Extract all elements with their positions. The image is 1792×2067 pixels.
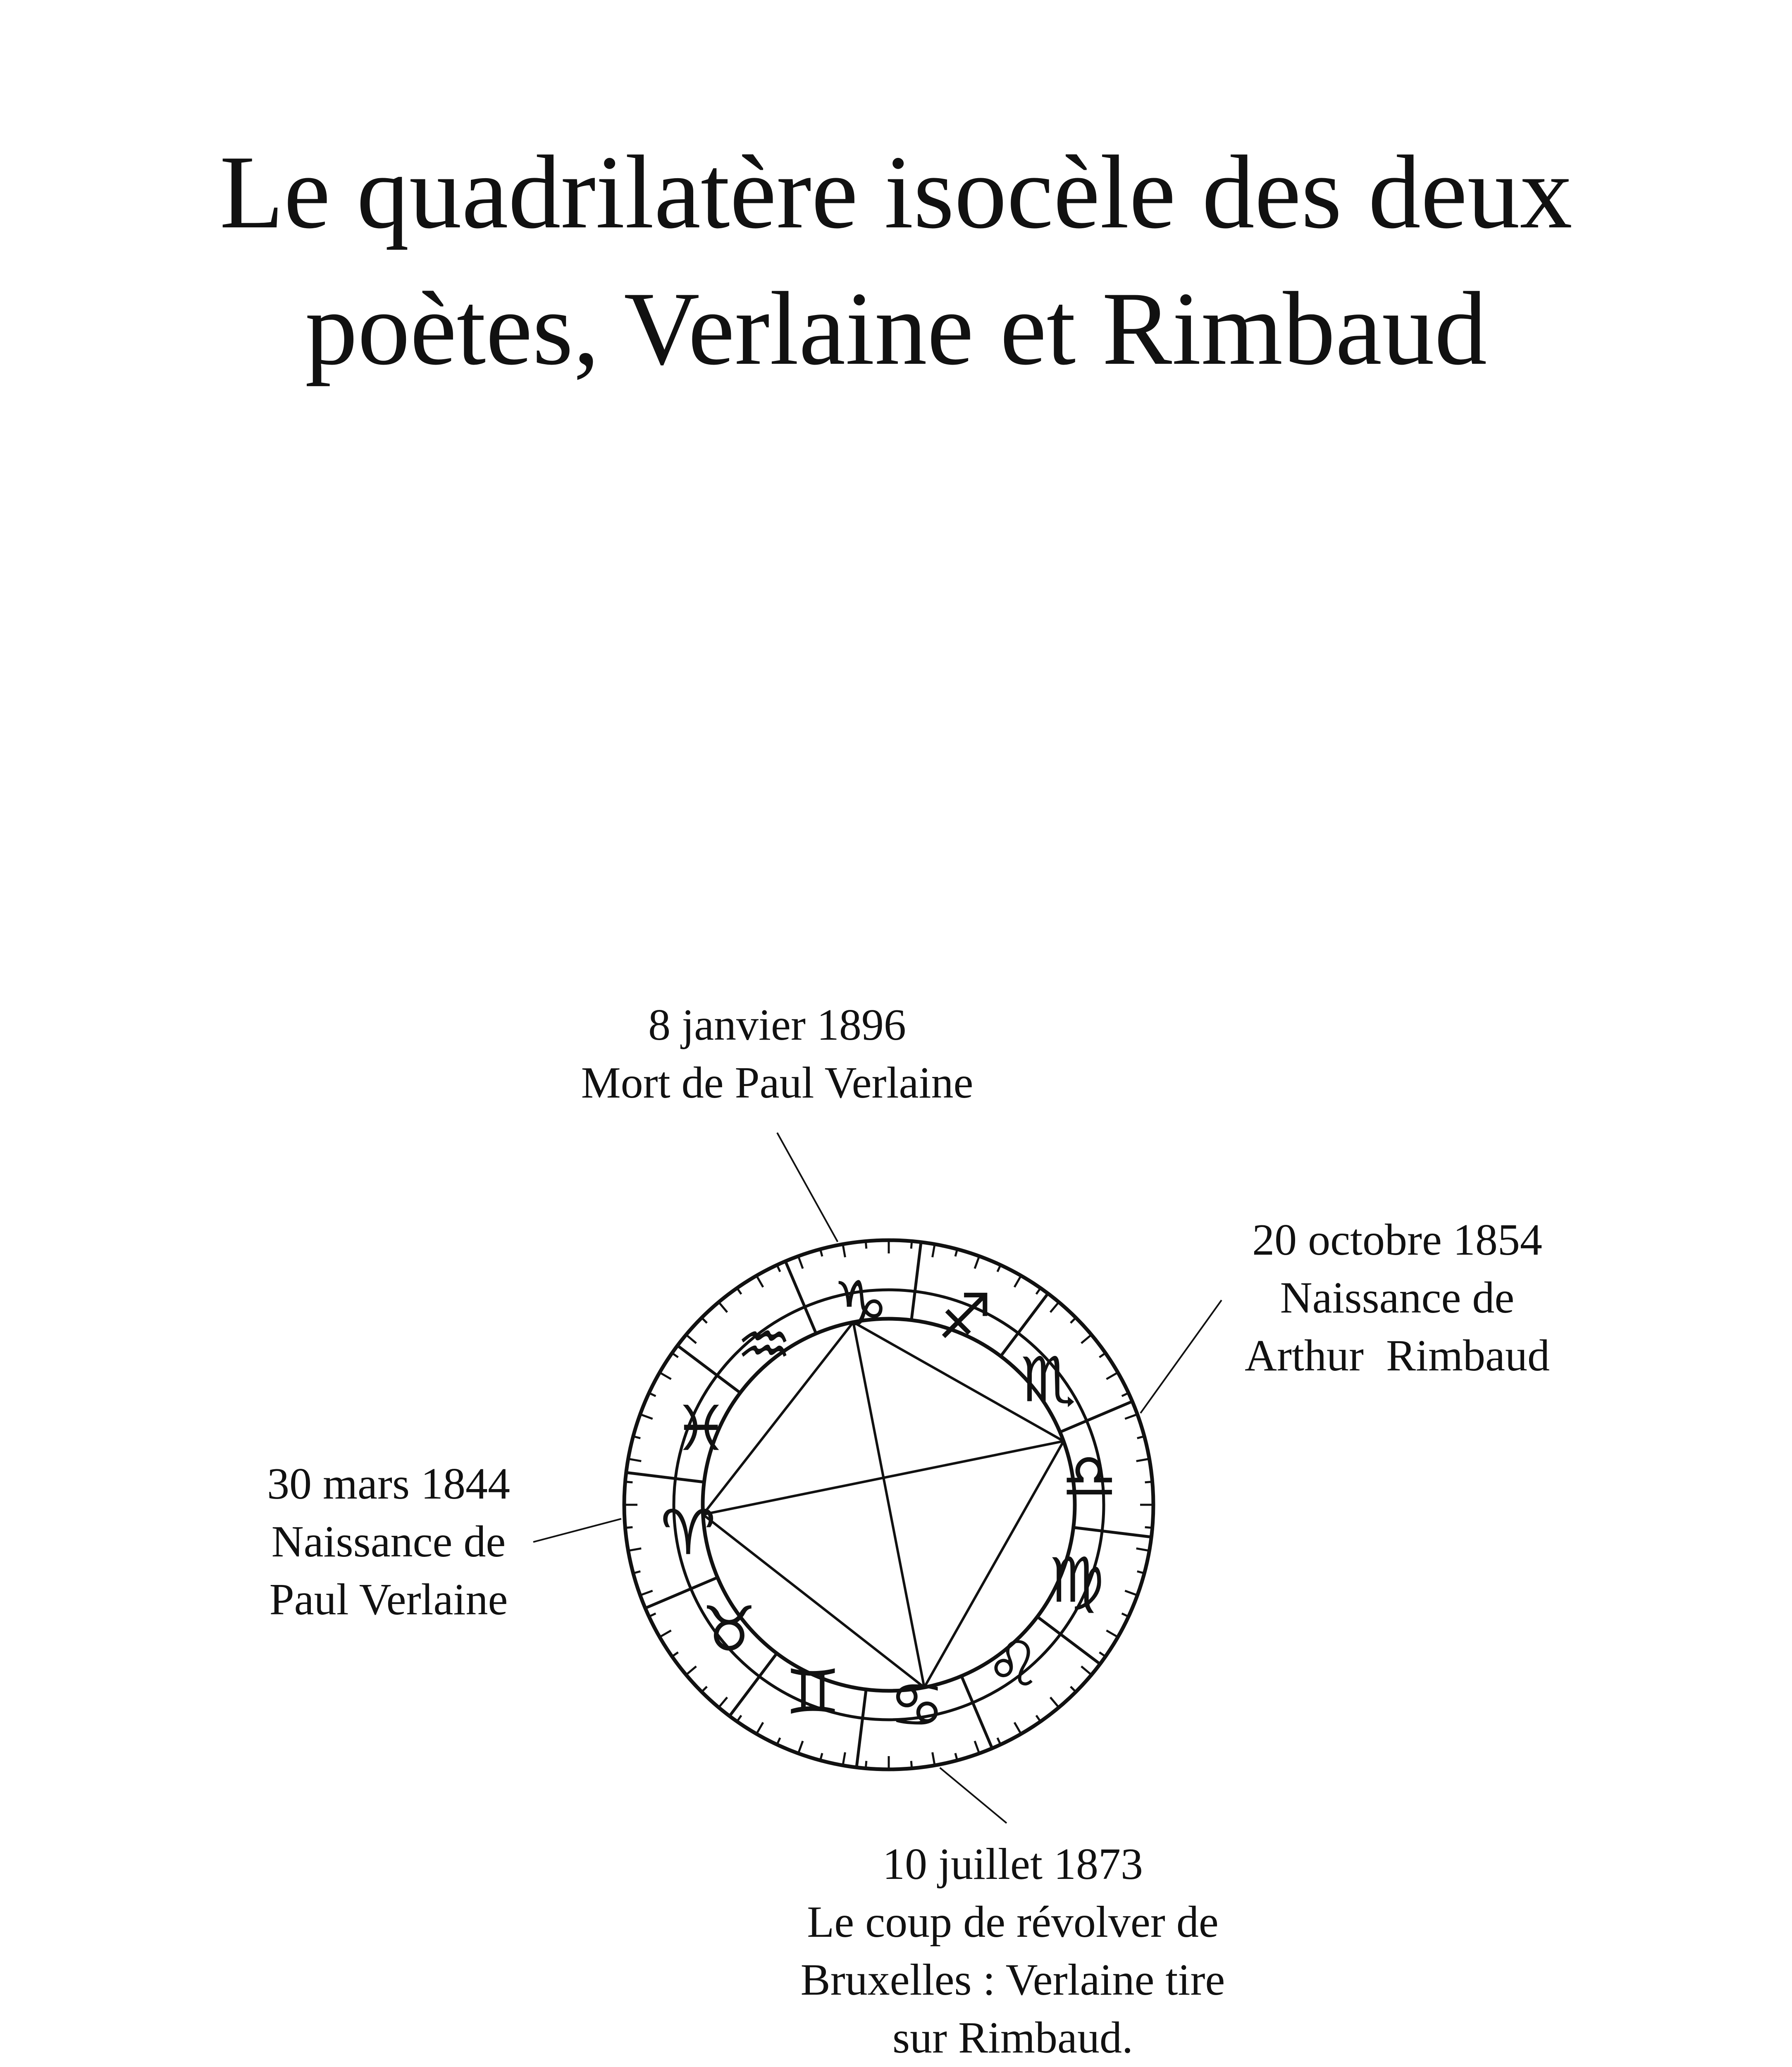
degree-tick <box>719 1302 728 1313</box>
degree-tick <box>686 1666 697 1675</box>
birth-verlaine-date: 30 mars 1844 <box>267 1459 510 1508</box>
degree-tick <box>672 1353 678 1357</box>
degree-tick <box>1136 1459 1150 1461</box>
degree-tick <box>1014 1723 1021 1734</box>
degree-tick <box>843 1752 845 1766</box>
degree-tick <box>686 1335 697 1344</box>
degree-tick <box>1125 1414 1137 1419</box>
degree-tick <box>1122 1393 1129 1396</box>
birth-rimbaud-text-1: Naissance de <box>1280 1273 1515 1322</box>
degree-tick <box>1081 1666 1092 1675</box>
degree-tick <box>843 1244 845 1258</box>
degree-tick <box>640 1414 653 1419</box>
leo-glyph-icon: ♌ <box>985 1628 1041 1701</box>
libra-glyph-icon: ♎ <box>1061 1440 1117 1513</box>
degree-tick <box>1050 1697 1059 1708</box>
gemini-glyph-icon: ♊ <box>785 1656 841 1729</box>
death-verlaine-text: Mort de Paul Verlaine <box>581 1058 974 1107</box>
quadrilateral-diagonal <box>853 1322 924 1687</box>
degree-tick <box>911 1241 912 1248</box>
degree-tick <box>628 1459 642 1461</box>
revolver-text-2: Bruxelles : Verlaine tire <box>800 1955 1225 2005</box>
label-birth-verlaine <box>223 1455 554 1629</box>
degree-tick <box>997 1738 1001 1745</box>
degree-tick <box>660 1372 671 1379</box>
degree-tick <box>640 1591 653 1595</box>
degree-tick <box>1071 1318 1076 1323</box>
sign-divider <box>912 1242 921 1320</box>
degree-tick <box>702 1318 707 1323</box>
aquarius-glyph-icon: ♒ <box>736 1309 792 1381</box>
degree-tick <box>1014 1276 1021 1287</box>
degree-tick <box>660 1630 671 1637</box>
degree-tick <box>625 1527 632 1528</box>
degree-tick <box>1081 1335 1092 1344</box>
degree-tick <box>649 1393 656 1396</box>
death-verlaine-date: 8 janvier 1896 <box>648 1000 906 1050</box>
degree-tick <box>1125 1591 1137 1595</box>
degree-tick <box>777 1738 780 1745</box>
sign-divider <box>626 1473 704 1482</box>
degree-tick <box>777 1265 780 1272</box>
revolver-text-1: Le coup de révolver de <box>807 1898 1219 1947</box>
degree-tick <box>798 1741 803 1753</box>
degree-tick <box>719 1697 728 1708</box>
degree-tick <box>737 1288 741 1294</box>
degree-tick <box>1122 1614 1129 1617</box>
degree-tick <box>798 1256 803 1269</box>
degree-tick <box>1036 1716 1040 1722</box>
degree-tick <box>997 1265 1001 1272</box>
degree-tick <box>672 1652 678 1656</box>
birth-rimbaud-date: 20 octobre 1854 <box>1252 1215 1542 1265</box>
birth-verlaine-text-1: Naissance de <box>271 1517 506 1566</box>
label-death-verlaine <box>529 996 1025 1112</box>
title-line-1: Le quadrilatère isocèle des deux <box>220 134 1572 250</box>
aries-glyph-icon: ♈ <box>660 1497 716 1569</box>
degree-tick <box>975 1741 979 1753</box>
birth-rimbaud-text-2: Arthur Rimbaud <box>1245 1331 1550 1380</box>
cancer-glyph-icon: ♋ <box>889 1669 945 1742</box>
label-revolver-shot <box>744 1835 1281 2067</box>
sign-divider <box>1074 1528 1152 1537</box>
leader-death-verlaine <box>777 1133 838 1242</box>
degree-tick <box>1100 1353 1106 1357</box>
label-birth-rimbaud <box>1191 1211 1604 1385</box>
degree-tick <box>702 1687 707 1692</box>
degree-tick <box>756 1723 763 1734</box>
revolver-text-3: sur Rimbaud. <box>892 2013 1133 2062</box>
degree-tick <box>1136 1549 1150 1551</box>
degree-tick <box>933 1752 935 1766</box>
degree-tick <box>1107 1372 1118 1379</box>
degree-tick <box>1145 1527 1153 1528</box>
sagittarius-glyph-icon: ♐ <box>937 1281 993 1353</box>
birth-verlaine-text-2: Paul Verlaine <box>269 1575 508 1624</box>
degree-tick <box>649 1614 656 1617</box>
degree-tick <box>975 1256 979 1269</box>
revolver-date: 10 juillet 1873 <box>883 1840 1143 1889</box>
pisces-glyph-icon: ♓ <box>673 1393 729 1465</box>
title-line-2: poètes, Verlaine et Rimbaud <box>305 270 1487 387</box>
taurus-glyph-icon: ♉ <box>701 1593 757 1666</box>
sign-divider <box>857 1690 866 1768</box>
degree-tick <box>911 1761 912 1769</box>
leader-revolver <box>940 1768 1007 1823</box>
degree-tick <box>1107 1630 1118 1637</box>
scorpio-glyph-icon: ♏ <box>1020 1344 1076 1416</box>
degree-tick <box>1100 1652 1106 1656</box>
degree-tick <box>933 1244 935 1258</box>
degree-tick <box>737 1716 741 1722</box>
degree-tick <box>1050 1302 1059 1313</box>
degree-tick <box>756 1276 763 1287</box>
degree-tick <box>628 1549 642 1551</box>
degree-tick <box>1071 1687 1076 1692</box>
virgo-glyph-icon: ♍ <box>1049 1544 1105 1617</box>
capricorn-glyph-icon: ♑ <box>833 1268 889 1340</box>
degree-tick <box>1036 1288 1040 1294</box>
